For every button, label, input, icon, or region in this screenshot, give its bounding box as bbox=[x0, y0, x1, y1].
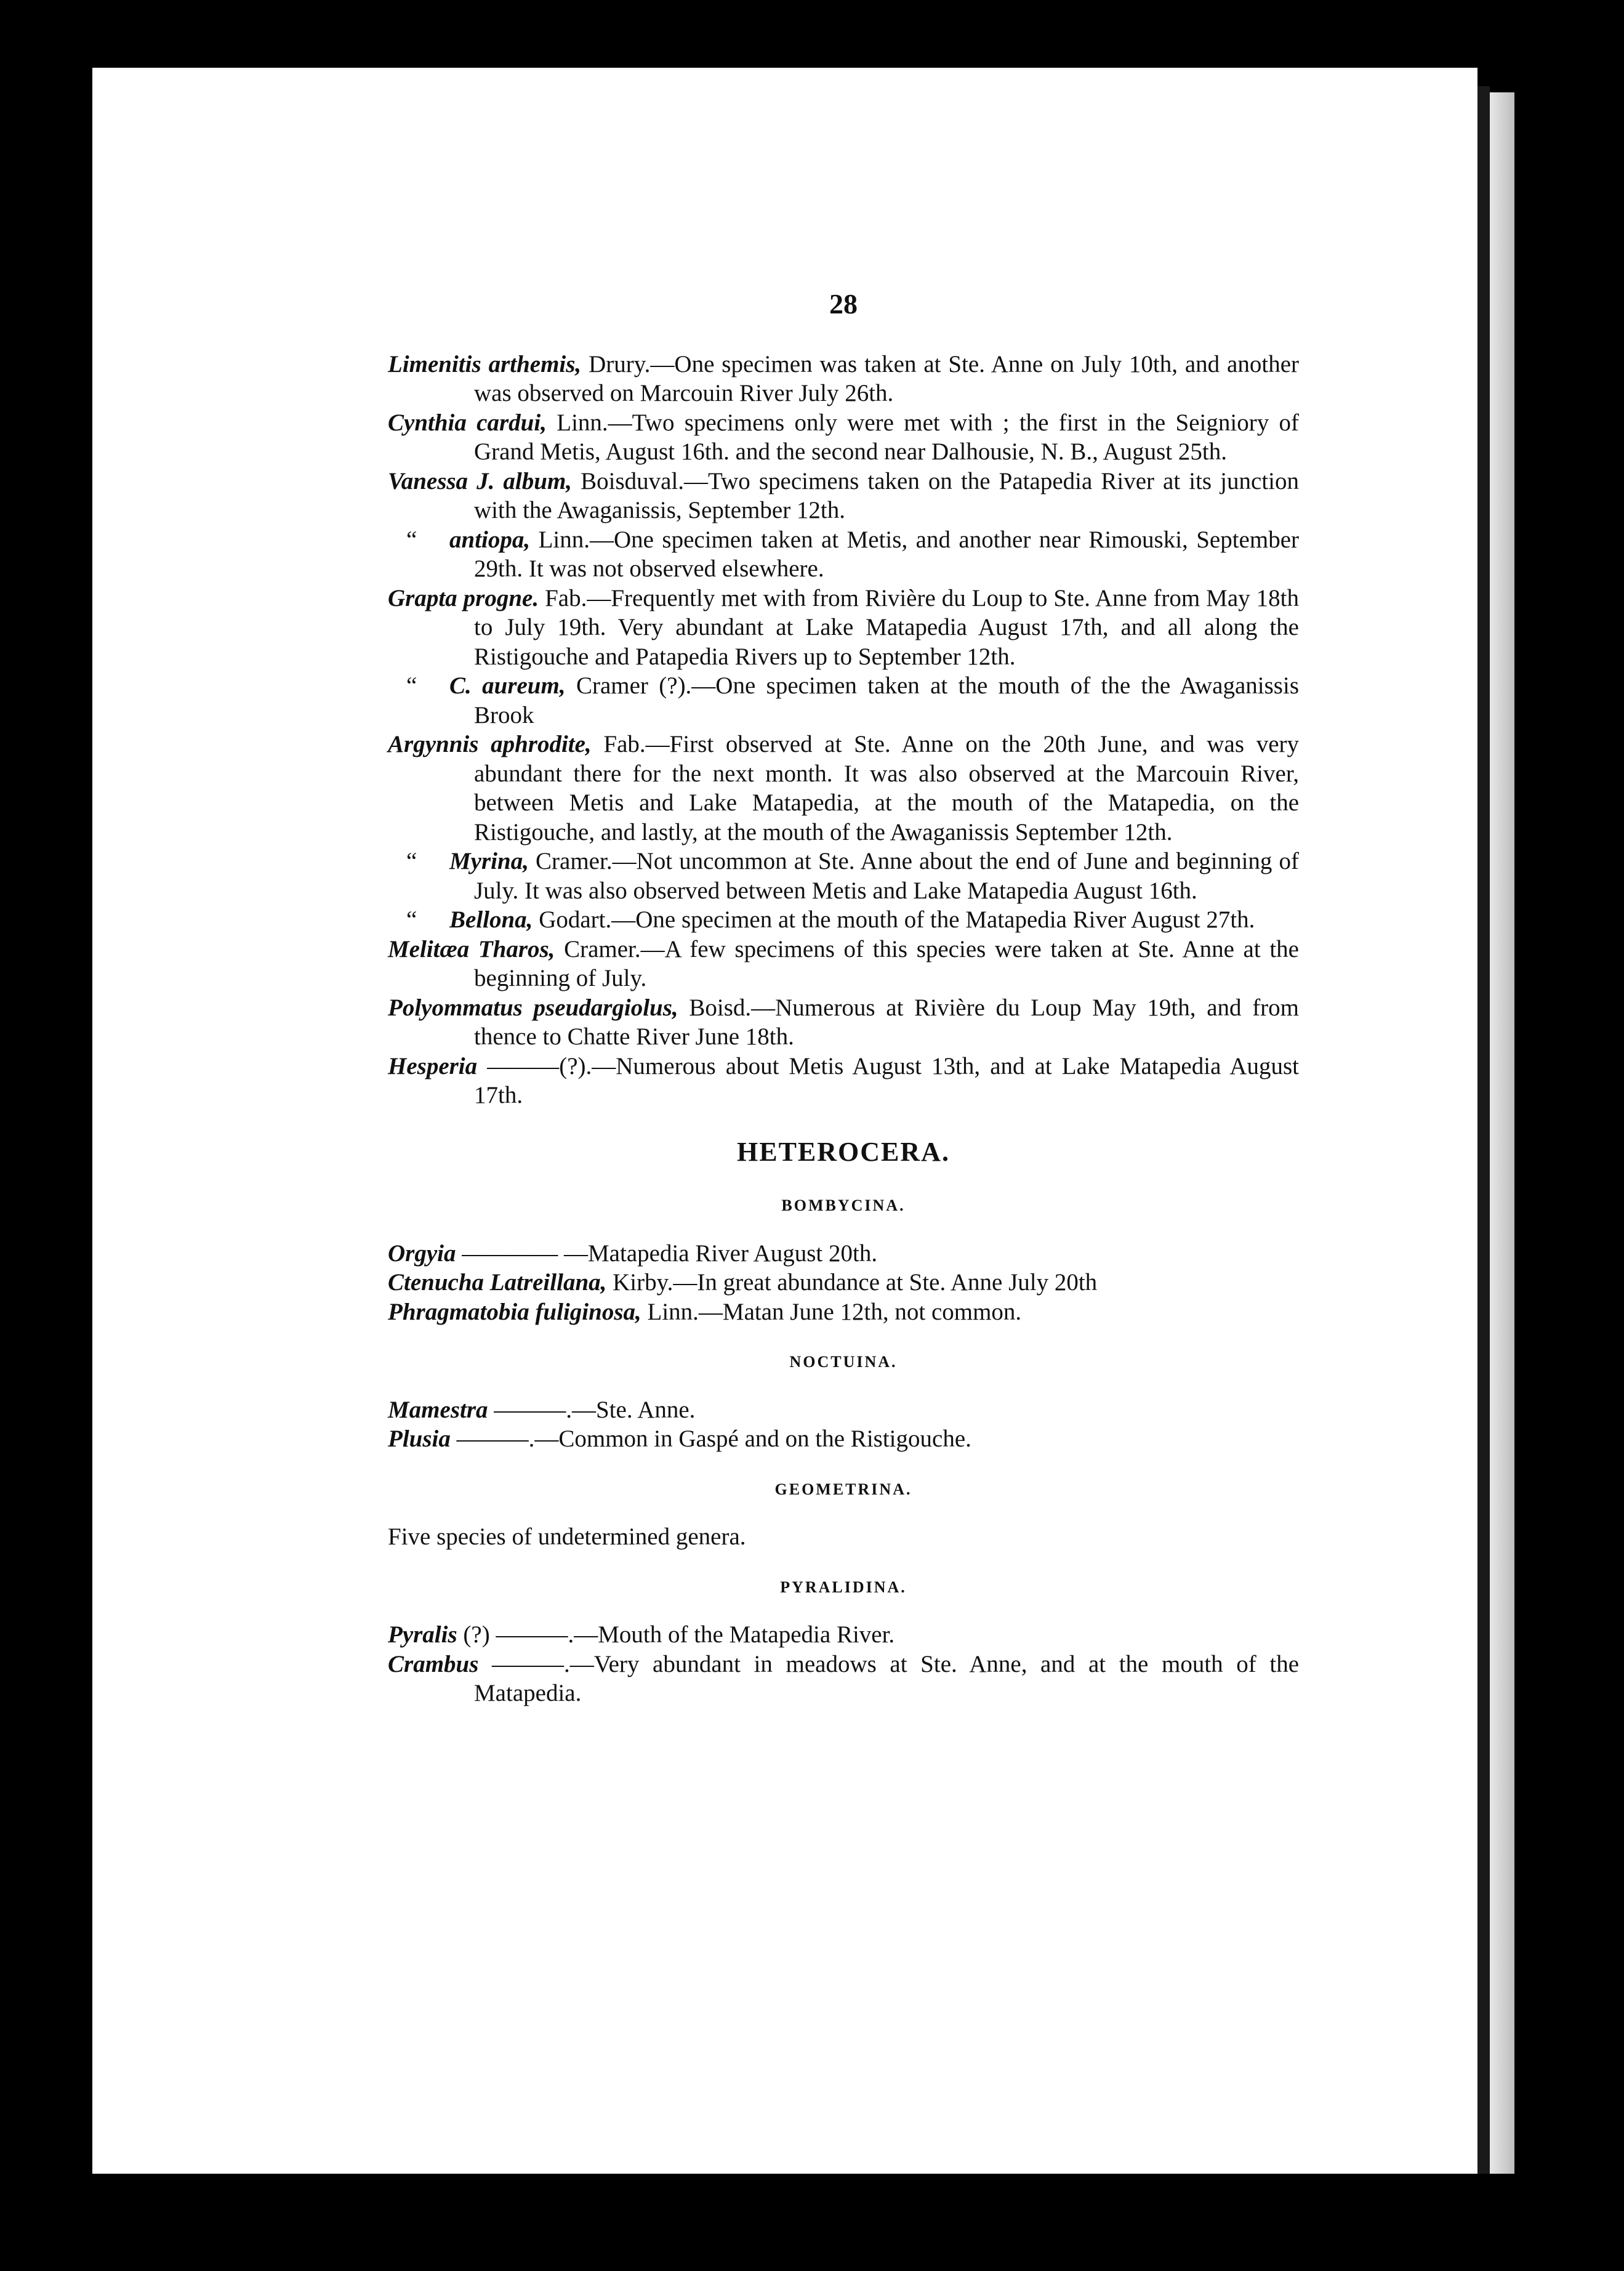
species-description: Linn.—Matan June 12th, not common. bbox=[641, 1298, 1022, 1325]
species-description: ———.—Very abundant in meadows at Ste. Anne, and at the mouth of the Matapedia. bbox=[474, 1650, 1299, 1706]
species-entry bbox=[388, 525, 1299, 584]
species-description: Linn.—Two specimens only were met with ; the first in the Seigniory of Grand Metis, August 16th. and the second near Dalhousie, N. B., August 25th. bbox=[474, 409, 1299, 465]
species-description: ———.—Common in Gaspé and on the Ristigouche. bbox=[450, 1426, 971, 1452]
species-name: Argynnis aphrodite, bbox=[388, 731, 592, 757]
page-content bbox=[388, 289, 1299, 1708]
species-entry bbox=[388, 584, 1299, 672]
species-description: (?) ———.—Mouth of the Matapedia River. bbox=[457, 1621, 895, 1648]
geometrina-text: Five species of undetermined genera. bbox=[388, 1523, 746, 1550]
species-description: Boisduval.—Two specimens taken on the Patapedia River at its junction with the Awaganissis, September 12th. bbox=[474, 467, 1299, 523]
species-name: Pyralis bbox=[388, 1621, 457, 1648]
ditto-mark: “ bbox=[406, 672, 417, 699]
species-name: Vanessa J. album, bbox=[388, 467, 573, 494]
species-entry bbox=[388, 1297, 1299, 1327]
species-entry bbox=[388, 1052, 1299, 1110]
species-entry bbox=[388, 1395, 1299, 1425]
species-description: ———.—Ste. Anne. bbox=[488, 1396, 696, 1423]
species-name: Mamestra bbox=[388, 1396, 488, 1423]
species-entry bbox=[388, 671, 1299, 730]
species-entry bbox=[388, 993, 1299, 1052]
species-entry bbox=[388, 467, 1299, 525]
species-entry bbox=[388, 905, 1299, 935]
ditto-mark: “ bbox=[406, 906, 417, 933]
species-name: Ctenucha Latreillana, bbox=[388, 1269, 607, 1296]
species-entry bbox=[388, 408, 1299, 467]
species-description: Fab.—First observed at Ste. Anne on the 20th June, and was very abundant there for the next month. It was also observed at the Marcouin River, between Metis and Lake Matapedia, at the mouth of the Matapedia, on the Ristigouche, and lastly, at the mouth of the Awaganissis September 12th. bbox=[474, 731, 1299, 845]
subsection-title-geometrina: GEOMETRINA. bbox=[774, 1480, 912, 1498]
page-number: 28 bbox=[829, 288, 858, 320]
species-name: Phragmatobia fuliginosa, bbox=[388, 1298, 641, 1325]
species-description: Cramer (?).—One specimen taken at the mouth of the the Awaganissis Brook bbox=[474, 672, 1299, 728]
species-list bbox=[388, 350, 1299, 1110]
species-name: antiopa, bbox=[449, 526, 531, 553]
species-description: Cramer.—Not uncommon at Ste. Anne about the end of June and beginning of July. It was also observed between Metis and Lake Matapedia August 16th. bbox=[474, 848, 1299, 904]
species-description: Godart.—One specimen at the mouth of the Matapedia River August 27th. bbox=[533, 906, 1255, 933]
species-entry bbox=[388, 935, 1299, 993]
ditto-mark: “ bbox=[406, 848, 417, 874]
subsection-title-noctuina: NOCTUINA. bbox=[789, 1353, 898, 1371]
species-name: Cynthia cardui, bbox=[388, 409, 547, 436]
adjacent-page-edge bbox=[1490, 92, 1514, 2174]
species-name: Limenitis arthemis, bbox=[388, 350, 582, 377]
species-name: Plusia bbox=[388, 1426, 451, 1452]
species-name: Melitæa Tharos, bbox=[388, 935, 555, 962]
species-entry bbox=[388, 350, 1299, 408]
subsection-title-pyralidina: PYRALIDINA. bbox=[780, 1578, 907, 1596]
subsection-title-bombycina: BOMBYCINA. bbox=[781, 1196, 906, 1214]
species-entry bbox=[388, 730, 1299, 847]
species-entry bbox=[388, 1620, 1299, 1650]
species-name: Orgyia bbox=[388, 1240, 456, 1267]
page-edge bbox=[1477, 86, 1490, 2174]
species-name: Myrina, bbox=[449, 848, 529, 874]
pyralidina-list bbox=[388, 1620, 1299, 1708]
species-description: ———— —Matapedia River August 20th. bbox=[456, 1240, 878, 1267]
species-entry bbox=[388, 1268, 1299, 1297]
species-description: Fab.—Frequently met with from Rivière du Loup to Ste. Anne from May 18th to July 19th. Very abundant at Lake Matapedia August 17th, and all along the Ristigouche and Patapedia Rivers up to September 12th. bbox=[474, 584, 1299, 670]
species-name: Polyommatus pseudargiolus, bbox=[388, 994, 678, 1021]
ditto-mark: “ bbox=[406, 526, 417, 553]
species-name: Bellona, bbox=[449, 906, 533, 933]
species-entry bbox=[388, 1239, 1299, 1269]
noctuina-list bbox=[388, 1395, 1299, 1454]
section-heading: HETEROCERA. bbox=[737, 1136, 950, 1167]
species-description: Drury.—One specimen was taken at Ste. Anne on July 10th, and another was observed on Marcouin River July 26th. bbox=[474, 350, 1299, 406]
species-description: Cramer.—A few specimens of this species were taken at Ste. Anne at the beginning of July. bbox=[474, 935, 1299, 991]
species-name: Grapta progne. bbox=[388, 584, 539, 611]
species-name: C. aureum, bbox=[449, 672, 566, 699]
bombycina-list bbox=[388, 1239, 1299, 1327]
species-entry bbox=[388, 1650, 1299, 1708]
species-entry bbox=[388, 1424, 1299, 1454]
species-description: Linn.—One specimen taken at Metis, and another near Rimouski, September 29th. It was not observed elsewhere. bbox=[474, 526, 1299, 582]
species-name: Crambus bbox=[388, 1650, 479, 1677]
species-description: ———(?).—Numerous about Metis August 13th, and at Lake Matapedia August 17th. bbox=[474, 1052, 1299, 1108]
species-description: Kirby.—In great abundance at Ste. Anne July 20th bbox=[606, 1269, 1098, 1296]
species-description: Boisd.—Numerous at Rivière du Loup May 19th, and from thence to Chatte River June 18th. bbox=[474, 994, 1300, 1050]
species-entry bbox=[388, 847, 1299, 905]
species-name: Hesperia bbox=[388, 1052, 478, 1079]
